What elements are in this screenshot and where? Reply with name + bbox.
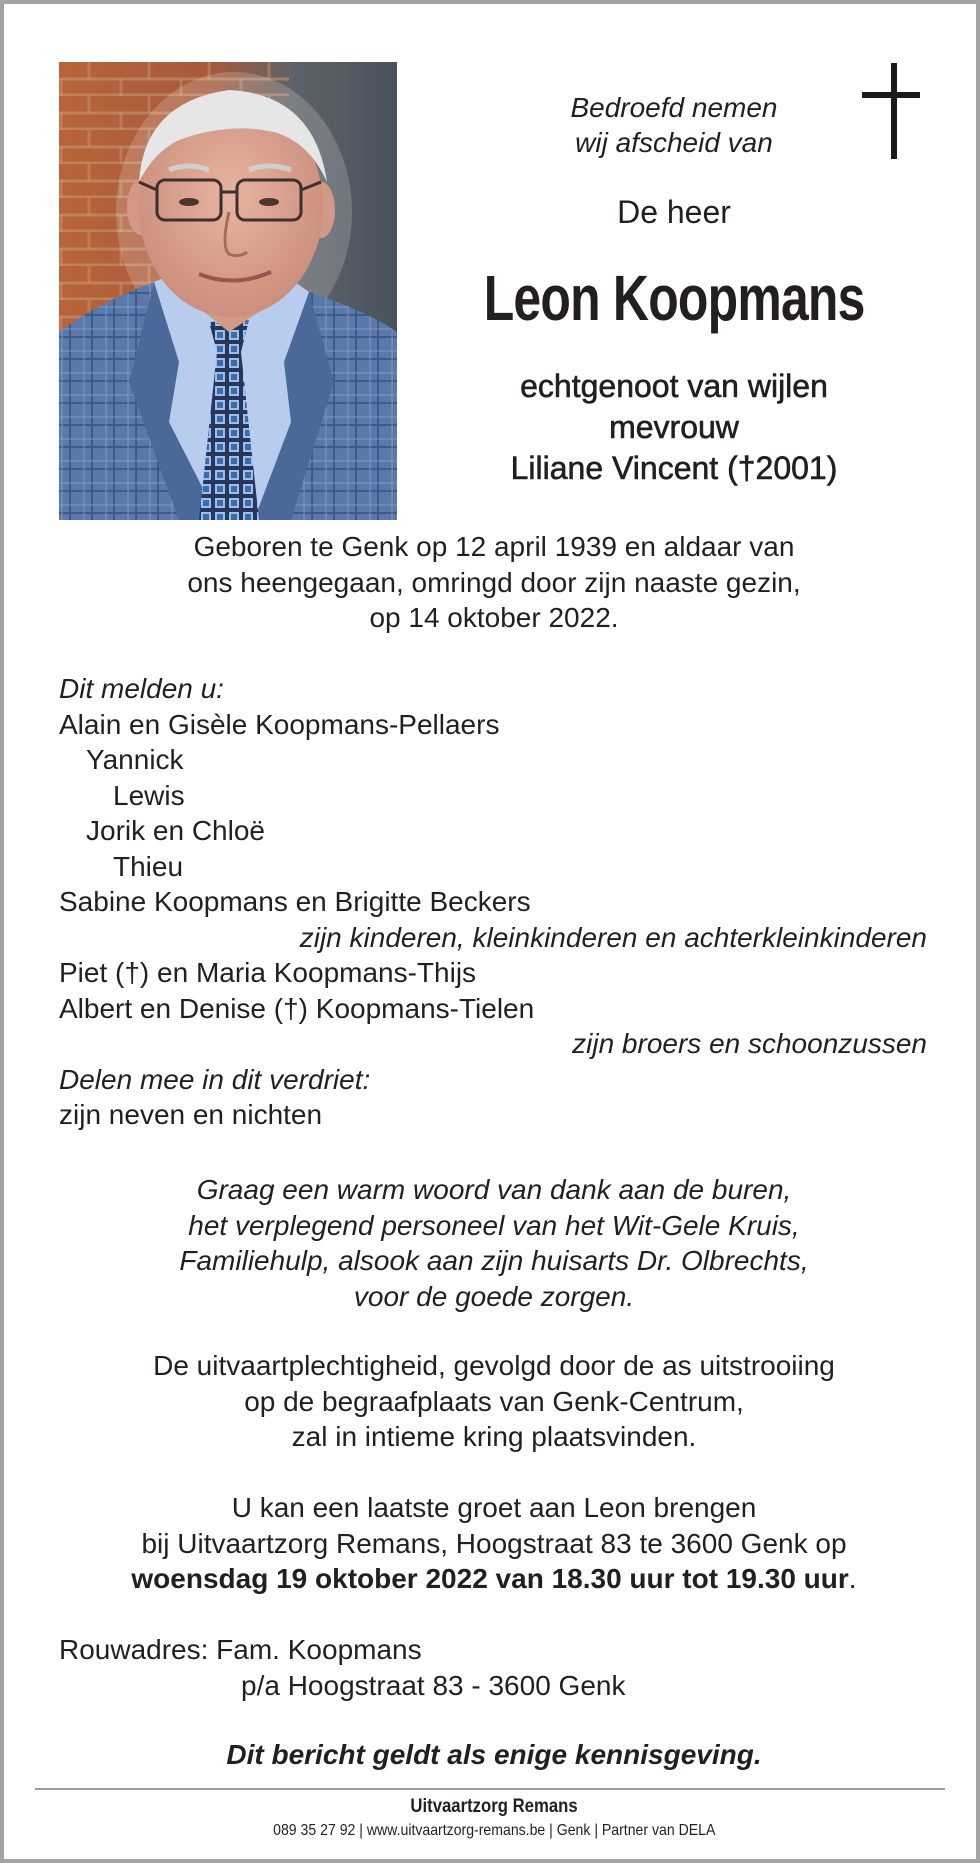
spouse-line-1: echtgenoot van wijlen <box>520 368 828 404</box>
address-line-2: p/a Hoogstraat 83 - 3600 Genk <box>241 1669 626 1701</box>
separator: | <box>355 1822 367 1839</box>
birth-death-info <box>64 529 924 636</box>
ceremony-line-1: De uitvaartplechtigheid, gevolgd door de as uitstrooiing <box>153 1350 835 1381</box>
visit-line-1: U kan een laatste groet aan Leon brengen <box>231 1492 757 1523</box>
family-member: Jorik en Chloë <box>86 815 265 846</box>
spouse-line-3: Liliane Vincent (†2001) <box>510 450 838 486</box>
family-member: Thieu <box>113 850 184 882</box>
visit-datetime: woensdag 19 oktober 2022 van 18.30 uur tot 19.30 uur <box>131 1563 849 1594</box>
address-line-1: Rouwadres: Fam. Koopmans <box>59 1634 422 1665</box>
funeral-home-name <box>64 1796 924 1818</box>
contact-city: Genk <box>556 1822 591 1839</box>
family-member: Alain en Gisèle Koopmans-Pellaers <box>59 708 500 740</box>
portrait-photo <box>59 62 397 520</box>
thanks-line-2: het verplegend personeel van het Wit-Gele Kruis, <box>188 1209 800 1241</box>
share-heading: Delen mee in dit verdriet: <box>59 1063 371 1095</box>
family-heading: Dit melden u: <box>59 673 224 704</box>
thanks-paragraph <box>64 1172 924 1314</box>
funeral-home-contact <box>44 1821 944 1841</box>
intro-line-1: Bedroefd nemen <box>570 92 778 123</box>
funeral-home-name-text: Uitvaartzorg Remans <box>410 1796 578 1817</box>
mourning-address <box>59 1632 927 1703</box>
visit-line-3 <box>44 1561 944 1597</box>
intro-line-2: wij afscheid van <box>575 127 773 158</box>
family-list <box>59 671 927 1133</box>
ceremony-line-3: zal in intieme kring plaatsvinden. <box>291 1421 697 1452</box>
children-relation: zijn kinderen, kleinkinderen en achterkleinkinderen <box>299 921 927 953</box>
thanks-line-3: Familiehulp, alsook aan zijn huisarts Dr. Olbrechts, <box>179 1245 809 1276</box>
ceremony-paragraph <box>64 1348 924 1455</box>
visit-period: . <box>848 1563 857 1594</box>
contact-line <box>273 1821 715 1841</box>
siblings-relation: zijn broers en schoonzussen <box>572 1028 927 1059</box>
ceremony-line-2: op de begraafplaats van Genk-Centrum, <box>244 1385 744 1417</box>
separator: | <box>590 1822 602 1839</box>
portrait-illustration <box>59 62 397 520</box>
family-member: Sabine Koopmans en Brigitte Beckers <box>59 886 531 917</box>
separator: | <box>544 1822 557 1839</box>
birth-line-2: ons heengegaan, omringd door zijn naaste gezin, <box>187 566 801 598</box>
birth-line-1: Geboren te Genk op 12 april 1939 en aldaar van <box>193 531 795 562</box>
footer-divider <box>35 1788 945 1790</box>
sibling-entry: Albert en Denise (†) Koopmans-Tielen <box>59 992 535 1024</box>
share-text: zijn neven en nichten <box>59 1099 323 1130</box>
contact-partner: Partner van DELA <box>601 1822 716 1839</box>
visitation-paragraph <box>44 1490 944 1597</box>
spouse-info <box>424 366 924 489</box>
visit-line-2: bij Uitvaartzorg Remans, Hoogstraat 83 te 3600 Genk op <box>141 1527 847 1559</box>
deceased-name <box>414 262 934 334</box>
contact-website[interactable]: www.uitvaartzorg-remans.be <box>366 1822 545 1839</box>
thanks-line-1: Graag een warm woord van dank aan de buren, <box>196 1174 792 1205</box>
intro-text <box>424 90 924 160</box>
honorific-title: De heer <box>617 194 731 230</box>
deceased-name-text: Leon Koopmans <box>483 262 865 334</box>
contact-phone: 089 35 27 92 <box>272 1822 356 1839</box>
thanks-line-4: voor de goede zorgen. <box>353 1280 635 1312</box>
family-member: Yannick <box>86 744 184 775</box>
sibling-entry: Piet (†) en Maria Koopmans-Thijs <box>59 957 477 988</box>
notice-statement: Dit bericht geldt als enige kennisgeving. <box>226 1739 762 1770</box>
birth-line-3: op 14 oktober 2022. <box>369 602 619 633</box>
spouse-line-2: mevrouw <box>609 409 739 445</box>
family-member: Lewis <box>113 779 185 811</box>
